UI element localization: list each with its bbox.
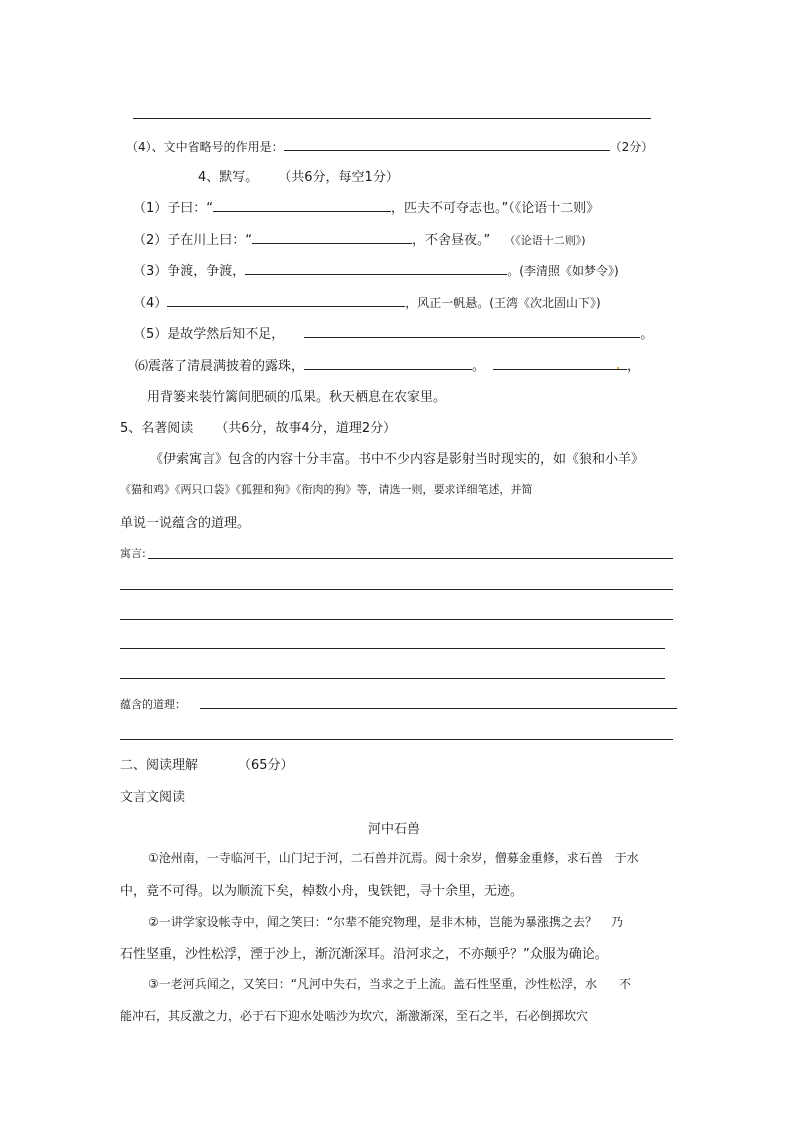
- dictation-4-prefix: （4）: [133, 296, 168, 311]
- meaning-label: 蕴含的道理：: [120, 698, 186, 711]
- stray-mark: [617, 367, 619, 369]
- passage-p2-line1: [148, 913, 623, 930]
- dictation-5-suffix: 。: [640, 327, 654, 342]
- dictation-5-blank[interactable]: [304, 323, 640, 338]
- dictation-6-mid: 。: [472, 359, 486, 374]
- dictation-6-blank-b[interactable]: [493, 355, 627, 370]
- dictation-3-blank[interactable]: [245, 260, 507, 275]
- p2-line1-text: ②一讲学家设帐寺中，闻之笑曰：“尔辈不能究物理，是非木杮，岂能为暴涨携之去？: [148, 915, 597, 929]
- dictation-item-2: [133, 229, 586, 248]
- meaning-line-2[interactable]: [120, 739, 673, 740]
- section5-para-line1: 《伊索寓言》包含的内容十分丰富。书中不少内容是影射当时现实的，如《狼和小羊》: [150, 452, 645, 467]
- section5-title: 5、名著阅读: [120, 421, 194, 436]
- section5-para-line3: 单说一说蕴含的道理。: [120, 516, 251, 531]
- passage-p1-line2: 中，竟不可得。以为顺流下矣，棹数小舟，曳铁钯，寻十余里，无迹。: [120, 884, 524, 899]
- p3-line1-text: ③一老河兵闻之，又笑曰：“凡河中失石，当求之于上流。盖石性坚重，沙性松浮，水: [148, 977, 597, 991]
- section4-note: （共6分，每空1分）: [278, 170, 399, 185]
- passage-p1-line1: [148, 849, 639, 866]
- fable-line-1[interactable]: [148, 558, 673, 559]
- q4-answer-blank[interactable]: [284, 136, 610, 151]
- p1-line1-tail: 于水: [614, 851, 639, 865]
- dictation-item-5: [133, 323, 653, 342]
- q4-ellipsis-row: [126, 136, 653, 155]
- dictation-2-blank[interactable]: [252, 229, 412, 244]
- dictation-item-4: [133, 292, 601, 311]
- dictation-3-suffix: 。(李清照《如梦令》): [507, 264, 619, 278]
- dictation-1-prefix: （1）子曰：“: [133, 201, 214, 216]
- fable-line-2[interactable]: [120, 589, 673, 590]
- dictation-6-line2: 用背篓来装竹篱间肥硕的瓜果。秋天栖息在农家里。: [147, 390, 447, 405]
- passage-p2-line2: 石性坚重，沙性松浮，湮于沙上，渐沉渐深耳。沿河求之，不亦颠乎？”众服为确论。: [120, 947, 608, 962]
- section5-note: （共6分，故事4分，道理2分）: [215, 421, 397, 436]
- dictation-1-suffix: ，匹夫不可夺志也。”（《论语十二则》: [391, 201, 600, 216]
- dictation-6-suffix: ，: [627, 359, 641, 374]
- p3-line1-tail: 不: [618, 977, 631, 991]
- passage-title: 河中石兽: [368, 822, 421, 837]
- part2-score: （65分）: [238, 758, 294, 773]
- dictation-2-prefix: （2）子在川上曰：“: [133, 233, 253, 248]
- q4-score: （2分）: [609, 140, 654, 154]
- fable-line-5[interactable]: [120, 678, 665, 679]
- passage-p3-line1: [148, 975, 631, 992]
- dictation-2-suffix: ，不舍昼夜。”: [412, 233, 491, 248]
- dictation-6-blank-a[interactable]: [304, 355, 472, 370]
- part2-heading: [120, 754, 294, 773]
- fable-line-4[interactable]: [120, 648, 665, 649]
- section4-title: 4、默写。: [198, 170, 259, 185]
- dictation-5-prefix: （5）是故学然后知不足，: [133, 327, 285, 342]
- dictation-item-6: [135, 355, 640, 374]
- section5-heading: [120, 417, 396, 436]
- fable-label: 寓言:: [120, 547, 146, 560]
- p1-line1-text: ①沧州南，一寺临河干，山门圮于河，二石兽并沉焉。阅十余岁，僧募金重修，求石兽: [148, 851, 603, 865]
- answer-line-top: [133, 118, 651, 119]
- part2-title: 二、阅读理解: [120, 758, 199, 773]
- dictation-1-blank[interactable]: [213, 197, 391, 212]
- section5-para-line2: 《猫和鸡》《两只口袋》《狐狸和狗》《衔肉的狗》等，请选一则，要求详细笔述，并简: [120, 483, 533, 496]
- dictation-4-suffix: ，风正一帆悬。(王湾《次北固山下》): [405, 296, 601, 310]
- dictation-4-blank[interactable]: [167, 292, 405, 307]
- meaning-line-1[interactable]: [200, 708, 677, 709]
- dictation-2-source: （《论语十二则》): [504, 234, 586, 247]
- q4-label: （4）、文中省略号的作用是：: [126, 140, 284, 154]
- dictation-item-1: [133, 197, 599, 216]
- fable-line-3[interactable]: [120, 619, 673, 620]
- dictation-3-prefix: （3）争渡，争渡，: [133, 264, 246, 279]
- p2-line1-tail: 乃: [610, 915, 623, 929]
- section4-heading: [198, 166, 399, 185]
- dictation-item-3: [133, 260, 619, 279]
- passage-p3-line2: 能冲石，其反激之力，必于石下迎水处啮沙为坎穴，渐激渐深，至石之半，石必倒掷坎穴: [120, 1009, 589, 1023]
- part2-subtitle: 文言文阅读: [120, 790, 186, 805]
- dictation-6-prefix: ⑹震落了清晨满披着的露珠，: [135, 359, 305, 374]
